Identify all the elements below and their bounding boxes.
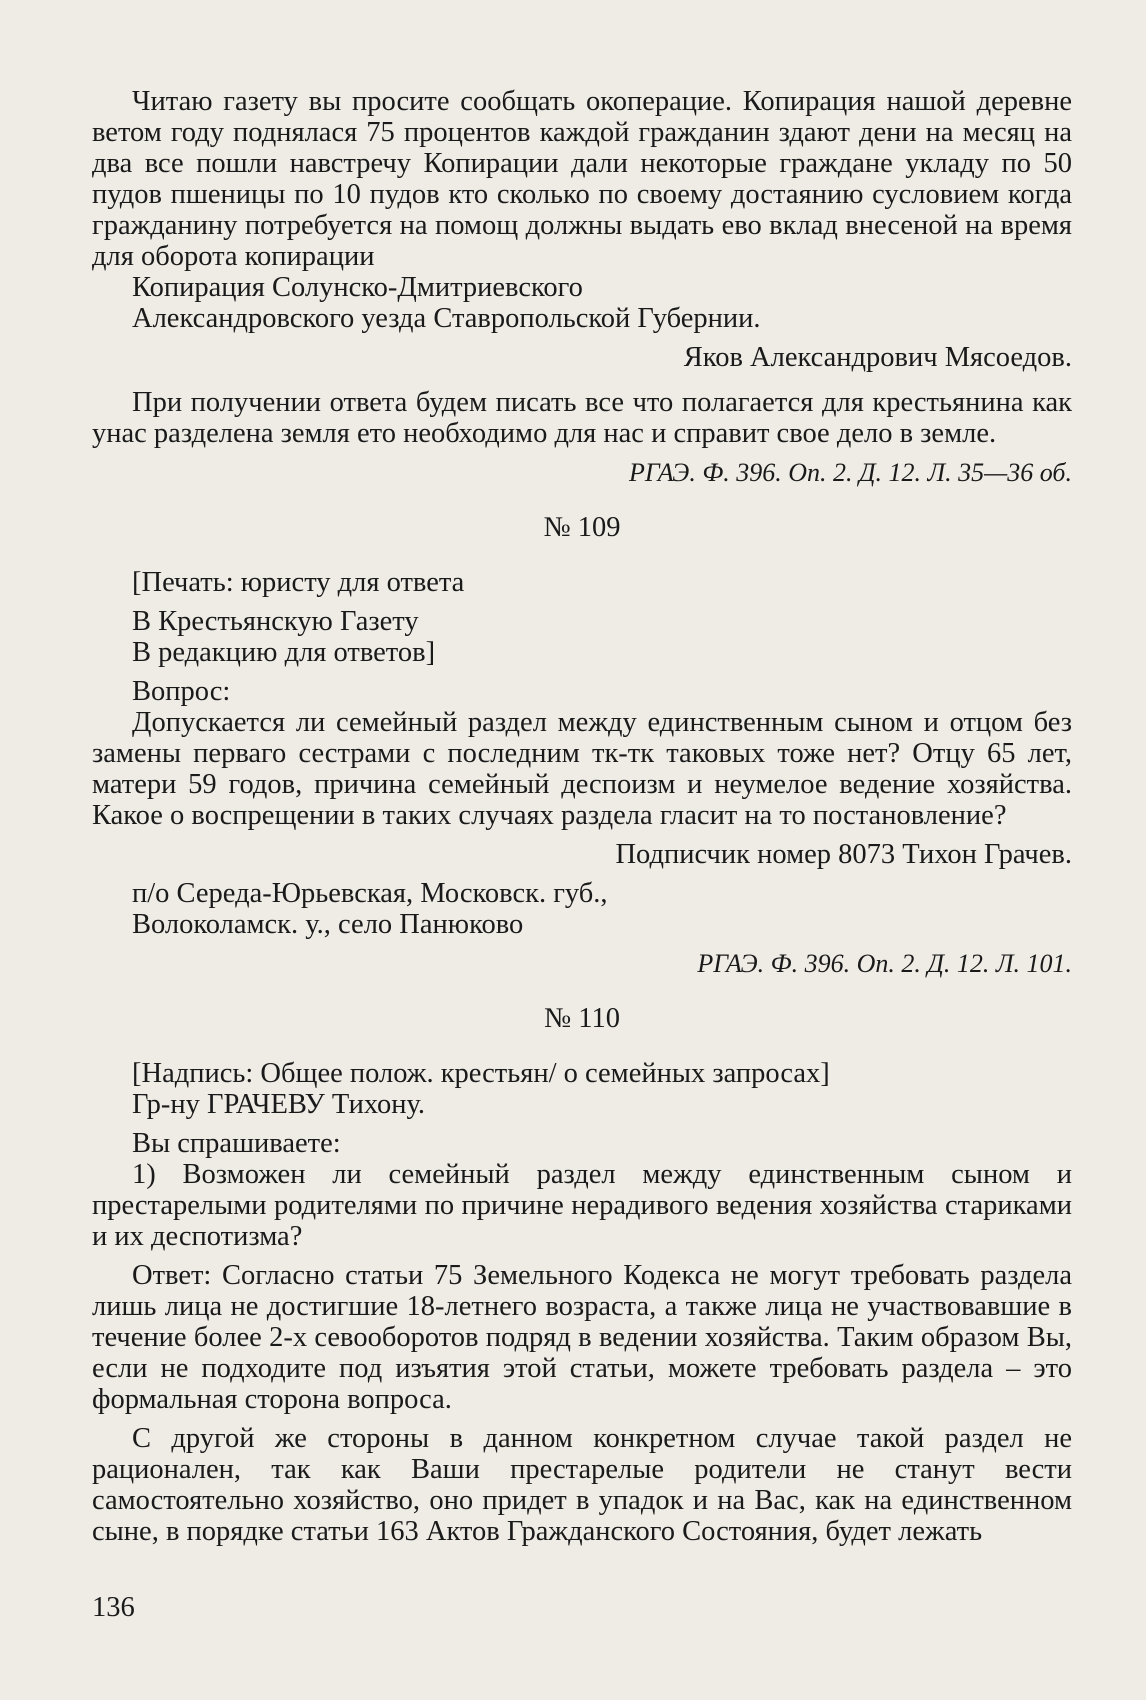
letter-109-stamp-line3: В редакцию для ответов]: [132, 637, 436, 668]
letter-108-source: РГАЭ. Ф. 396. Оп. 2. Д. 12. Л. 35—36 об.: [628, 458, 1072, 487]
letter-109-signature: Подписчик номер 8073 Тихон Грачев.: [615, 839, 1072, 870]
letter-109-question: Допускается ли семейный раздел между единственным сыном и отцом без замены перваго сестрами с последним тк-тк таковых тоже нет? Отцу 65 лет, матери 59 годов, причина семейный деспоизм и неумелое ведение хозяйства. Какое о воспрещении в таких случаях раздела гласит на то постановление?: [92, 707, 1072, 831]
letter-110-intro: Вы спрашиваете:: [132, 1128, 341, 1159]
letter-110-addressee: Гр-ну ГРАЧЕВУ Тихону.: [132, 1089, 426, 1120]
letter-109-address-line1: п/о Середа-Юрьевская, Московск. губ.,: [132, 878, 608, 909]
letter-110-inscription: [Надпись: Общее полож. крестьян/ о семейных запросах]: [132, 1058, 830, 1089]
letter-109-question-label: Вопрос:: [132, 676, 231, 707]
letter-109-stamp-line1: [Печать: юристу для ответа: [132, 567, 465, 598]
letter-109-address-line2: Волоколамск. у., село Панюково: [132, 909, 524, 940]
letter-108-org-line1: Копирация Солунско-Дмитриевского: [132, 272, 583, 303]
letter-109-stamp-line2: В Крестьянскую Газету: [132, 606, 419, 637]
letter-108-postscript: При получении ответа будем писать все что полагается для крестьянина как унас разделена земля ето необходимо для нас и справит свое дело в земле.: [92, 387, 1072, 449]
letter-109-number: № 109: [543, 512, 621, 543]
letter-108-org-line2: Александровского уезда Ставропольской Губернии.: [132, 303, 761, 334]
letter-109-source: РГАЭ. Ф. 396. Оп. 2. Д. 12. Л. 101.: [697, 949, 1072, 978]
letter-108-signature: Яков Александрович Мясоедов.: [683, 342, 1072, 373]
letter-108-body: Читаю газету вы просите сообщать окоперацие. Копирация нашой деревне ветом году поднялася 75 процентов каждой гражданин здают дени на месяц на два все пошли навстречу Копирации дали некоторые граждане укладу по 50 пудов пшеницы по 10 пудов кто сколько по своему достаянию сусловием когда гражданину потребуется на помощ должны выдать ево вклад внесеной на время для оборота копирации: [92, 86, 1072, 272]
letter-110-answer: Ответ: Согласно статьи 75 Земельного Кодекса не могут требовать раздела лишь лица не достигшие 18-летнего возраста, а также лица не участвовавшие в течение более 2-х севооборотов подряд в ведении хозяйства. Таким образом Вы, если не подходите под изъятия этой статьи, можете требовать раздела – это формальная сторона вопроса.: [92, 1260, 1072, 1415]
page-number: 136: [92, 1592, 135, 1623]
letter-110-question-1: 1) Возможен ли семейный раздел между единственным сыном и престарелыми родителями по причине нерадивого ведения хозяйства стариками и их деспотизма?: [92, 1159, 1072, 1252]
letter-110-continuation: С другой же стороны в данном конкретном случае такой раздел не рационален, так как Ваши престарелые родители не станут вести самостоятельно хозяйство, оно придет в упадок и на Вас, как на единственном сыне, в порядке статьи 163 Актов Гражданского Состояния, будет лежать: [92, 1423, 1072, 1547]
document-text: [92, 86, 1072, 1547]
letter-110-number: № 110: [543, 1003, 620, 1034]
